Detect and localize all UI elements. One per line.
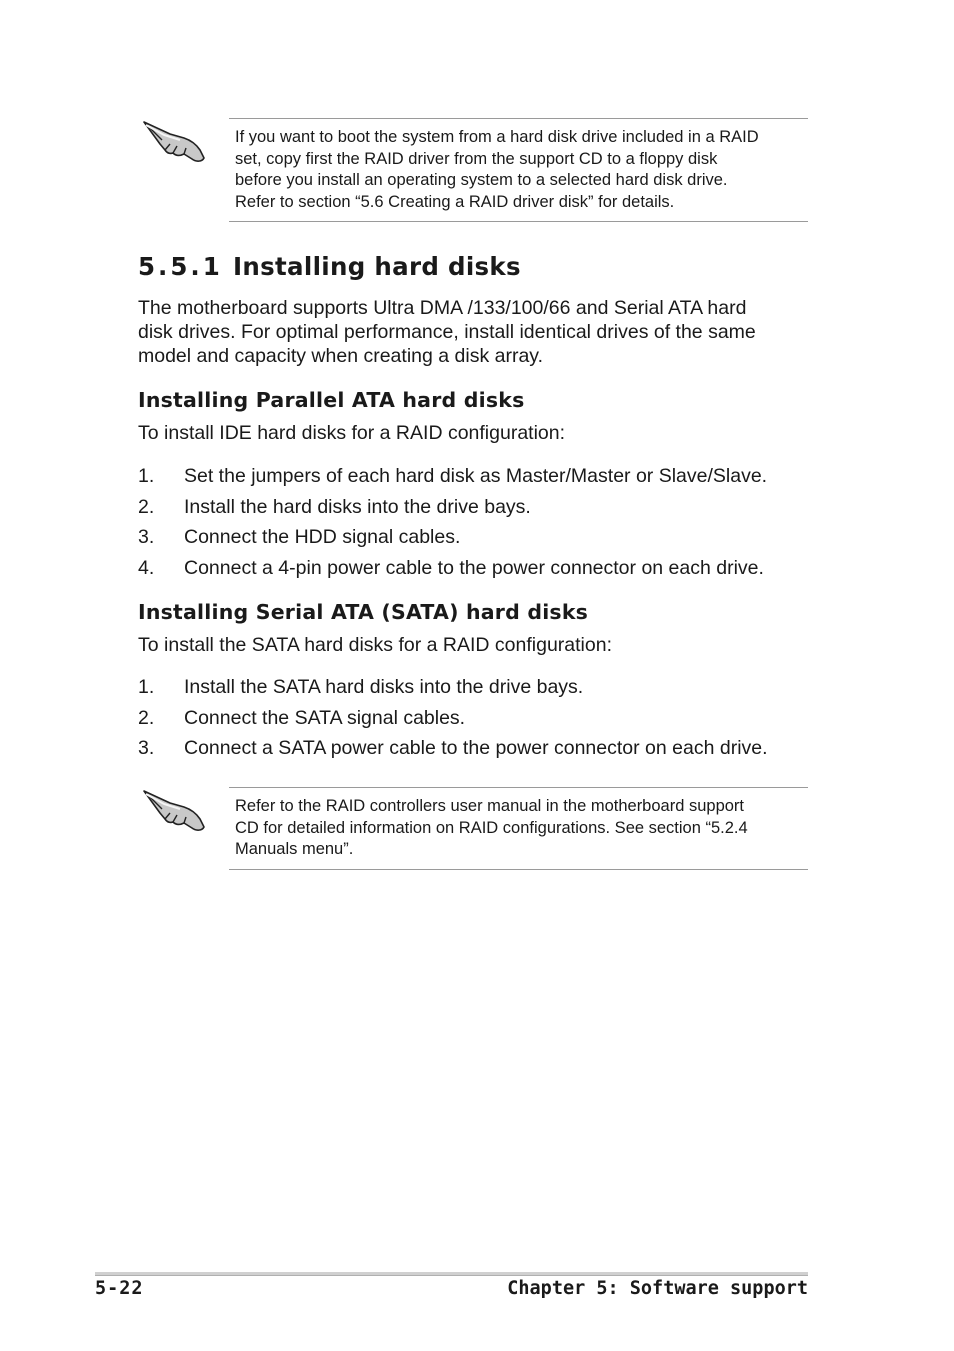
serial-ata-heading: Installing Serial ATA (SATA) hard disks	[138, 600, 589, 624]
step-text: Connect the HDD signal cables.	[184, 526, 461, 548]
parallel-ata-steps	[138, 461, 767, 583]
step-text: Connect a SATA power cable to the power connector on each drive.	[184, 737, 768, 759]
step-item	[138, 461, 767, 492]
step-item	[138, 492, 767, 523]
step-item	[138, 733, 768, 764]
section-title: Installing hard disks	[233, 252, 521, 281]
step-text: Install the SATA hard disks into the drive bays.	[184, 676, 584, 698]
step-text: Install the hard disks into the drive bays.	[184, 495, 531, 518]
section-intro: The motherboard supports Ultra DMA /133/100/66 and Serial ATA hard disk drives. For optimal performance, install identical drives of the same model and capacity when creating a disk array.	[138, 297, 756, 367]
section-heading	[138, 252, 521, 281]
step-item	[138, 522, 767, 553]
section-number: 5.5.1	[138, 252, 223, 281]
serial-ata-steps	[138, 672, 768, 764]
note-text: Refer to the RAID controllers user manual in the motherboard support CD for detailed information on RAID configurations. See section “5.2.4 Manuals menu”.	[235, 797, 748, 858]
step-item	[138, 703, 768, 734]
note-box-raid-manual	[229, 787, 808, 870]
step-item	[138, 553, 767, 584]
step-number: 1.	[138, 465, 155, 487]
step-number: 3.	[138, 526, 155, 548]
chapter-title: Chapter 5: Software support	[507, 1278, 808, 1299]
footer-rule	[95, 1272, 808, 1276]
page-number: 5-22	[95, 1278, 144, 1299]
serial-ata-intro: To install the SATA hard disks for a RAID configuration:	[138, 634, 612, 656]
note-text: If you want to boot the system from a hard disk drive included in a RAID set, copy first the RAID driver from the support CD to a floppy disk before you install an operating system to a selected hard disk drive. Refer to section “5.6 Creating a RAID driver disk” for details.	[235, 128, 759, 211]
step-item	[138, 672, 768, 703]
note-box-raid-boot	[229, 118, 808, 222]
pointing-hand-icon	[140, 116, 208, 166]
step-text: Set the jumpers of each hard disk as Master/Master or Slave/Slave.	[184, 465, 768, 487]
step-text: Connect a 4-pin power cable to the power connector on each drive.	[184, 556, 764, 579]
step-number: 2.	[138, 495, 155, 518]
step-number: 2.	[138, 706, 155, 729]
step-number: 1.	[138, 676, 155, 698]
step-number: 3.	[138, 737, 155, 759]
parallel-ata-intro: To install IDE hard disks for a RAID configuration:	[138, 422, 566, 444]
parallel-ata-heading: Installing Parallel ATA hard disks	[138, 388, 525, 412]
step-text: Connect the SATA signal cables.	[184, 706, 466, 729]
pointing-hand-icon	[140, 785, 208, 835]
step-number: 4.	[138, 556, 155, 579]
